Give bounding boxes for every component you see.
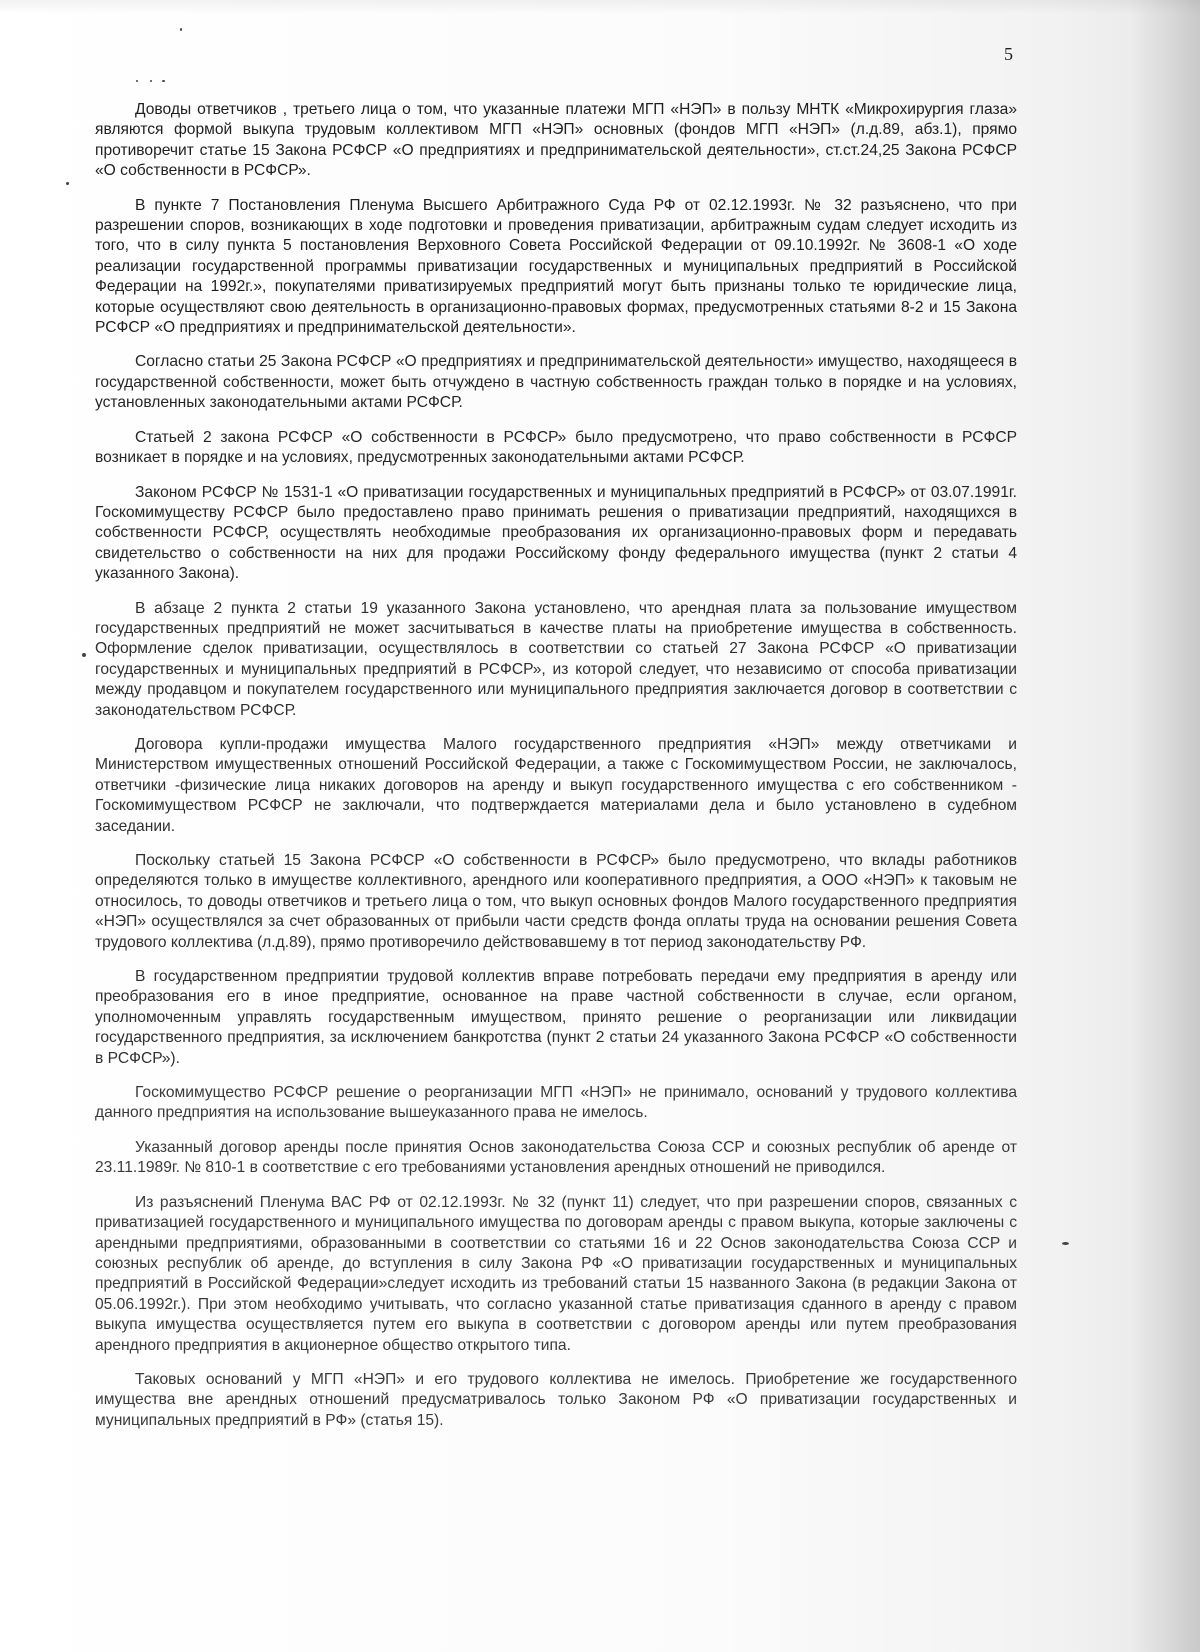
scan-speck [66,182,69,185]
paragraph: Договора купли-продажи имущества Малого государственного предприятия «НЭП» между ответчиками и Министерством имущественных отношений Российской Федерации, а также с Госкомимуществом России, не заключалось, ответчики -физические лица никаких договоров на аренду и выкуп государственного имущества с его собственником - Госкомимуществом РСФСР не заключали, что подтверждается материалами дела и было установлено в судебном заседании. [95,735,1017,835]
scan-top-shadow [0,0,1200,14]
paragraph: Статьей 2 закона РСФСР «О собственности в РСФСР» было предусмотрено, что право собственности в РСФСР возникает в порядке и на условиях, предусмотренных законодательными актами РСФСР. [95,428,1017,467]
paragraph: Законом РСФСР № 1531-1 «О приватизации государственных и муниципальных предприятий в РСФСР» от 03.07.1991г. Госкомимуществу РСФСР было предоставлено право принимать решения о приватизации предприятий, находящихся в собственности РСФСР, осуществлять необходимые преобразования их организационно-правовых форм и передавать свидетельство о собственности на них для продажи Российскому фонду федерального имущества (пункт 2 статьи 4 указанного Закона). [95,483,1017,583]
scan-speck [180,28,182,31]
paragraph: В пункте 7 Постановления Пленума Высшего Арбитражного Суда РФ от 02.12.1993г. № 32 разъяснено, что при разрешении споров, возникающих в ходе подготовки и проведения приватизации, арбитражным судам следует исходить из того, что в силу пункта 5 постановления Верховного Совета Российской Федерации от 09.10.1992г. № 3608-1 «О ходе реализации государственной программы приватизации государственных и муниципальных предприятий в Российской Федерации на 1992г.», покупателями приватизируемых предприятий могут быть признаны только те юридические лица, которые осуществляют свою деятельность в организационно-правовых формах, предусмотренных статьями 8-2 и 15 Закона РСФСР «О предприятиях и предпринимательской деятельности». [95,196,1017,337]
paragraph: Госкомимущество РСФСР решение о реорганизации МГП «НЭП» не принимало, оснований у трудового коллектива данного предприятия на использование вышеуказанного права не имелось. [95,1084,1017,1122]
scan-speck [1062,1242,1069,1245]
paragraph: Таковых оснований у МГП «НЭП» и его трудового коллектива не имелось. Приобретение же государственного имущества вне арендных отношений предусматривалось только Законом РФ «О приватизации государственных и муниципальных предприятий в РФ» (статья 15). [95,1370,1017,1429]
paragraph: В абзаце 2 пункта 2 статьи 19 указанного Закона установлено, что арендная плата за пользование имуществом государственных предприятий не может засчитываться в качестве платы на приобретение имущества в собственность. Оформление сделок приватизации, осуществлялось в соответствии со статьей 27 Закона РСФСР «О приватизации государственных и муниципальных предприятий в РСФСР», из которой следует, что независимо от способа приватизации между продавцом и покупателем государственного или муниципального предприятия заключается договор в соответствии с законодательством РСФСР. [95,599,1017,719]
scan-speck [82,653,86,657]
paragraph: Доводы ответчиков , третьего лица о том, что указанные платежи МГП «НЭП» в пользу МНТК «Микрохирургия глаза» являются формой выкупа трудовым коллективом МГП «НЭП» основных (фондов МГП «НЭП» (л.д.89, абз.1), прямо противоречит статье 15 Закона РСФСР «О предприятиях и предпринимательской деятельности», ст.ст.24,25 Закона РСФСР «О собственности в РСФСР». [95,101,1017,180]
paragraph: Поскольку статьей 15 Закона РСФСР «О собственности в РСФСР» было предусмотрено, что вклады работников определяются только в имуществе коллективного, арендного или кооперативного предприятия, а ООО «НЭП» к таковым не относилось, то доводы ответчиков и третьего лица о том, что выкуп основных фондов Малого государственного предприятия «НЭП» осуществлялся за счет образованных от прибыли части средств фонда оплаты труда на основании решения Совета трудового коллектива (л.д.89), прямо противоречило действовавшему в тот период законодательству РФ. [95,852,1017,951]
scan-edge-shadow [1130,0,1200,1652]
scan-speck [162,80,165,82]
paragraph: Указанный договор аренды после принятия Основ законодательства Союза ССР и союзных республик об аренде от 23.11.1989г. № 810-1 в соответствие с его требованиями установления арендных отношений не приводился. [95,1138,1017,1177]
document-body [95,100,1017,1445]
paragraph: Из разъяснений Пленума ВАС РФ от 02.12.1993г. № 32 (пункт 11) следует, что при разрешении споров, связанных с приватизацией государственного и муниципального имущества по договорам аренды с правом выкупа, которые заключены с арендными предприятиями, образованными в соответствии со статьями 16 и 22 Основ законодательства Союза ССР и союзных республик об аренде, до вступления в силу Закона РФ «О приватизации государственных и муниципальных предприятий в Российской Федерации»следует исходить из требований статьи 15 названного Закона (в редакции Закона от 05.06.1992г.). При этом необходимо учитывать, что согласно указанной статье приватизация сданного в аренду с правом выкупа имущества осуществляется путем его выкупа в соответствии с договором аренды или путем преобразования арендного предприятия в акционерное общество открытого типа. [95,1193,1017,1354]
paragraph: Согласно статьи 25 Закона РСФСР «О предприятиях и предпринимательской деятельности» имущество, находящееся в государственной собственности, может быть отчуждено в частную собственность граждан только в порядке и на условиях, установленных законодательными актами РСФСР. [95,353,1017,412]
page-number: 5 [1004,44,1013,64]
scan-speck [150,80,152,82]
paragraph: В государственном предприятии трудовой коллектив вправе потребовать передачи ему предприятия в аренду или преобразования его в иное предприятие, основанное на праве частной собственности в случае, если органом, уполномоченным управлять государственным имуществом, принято решение о реорганизации или ликвидации государственного предприятия, за исключением банкротства (пункт 2 статьи 24 указанного Закона РСФСР «О собственности в РСФСР»). [95,968,1017,1067]
scan-speck [136,80,138,82]
